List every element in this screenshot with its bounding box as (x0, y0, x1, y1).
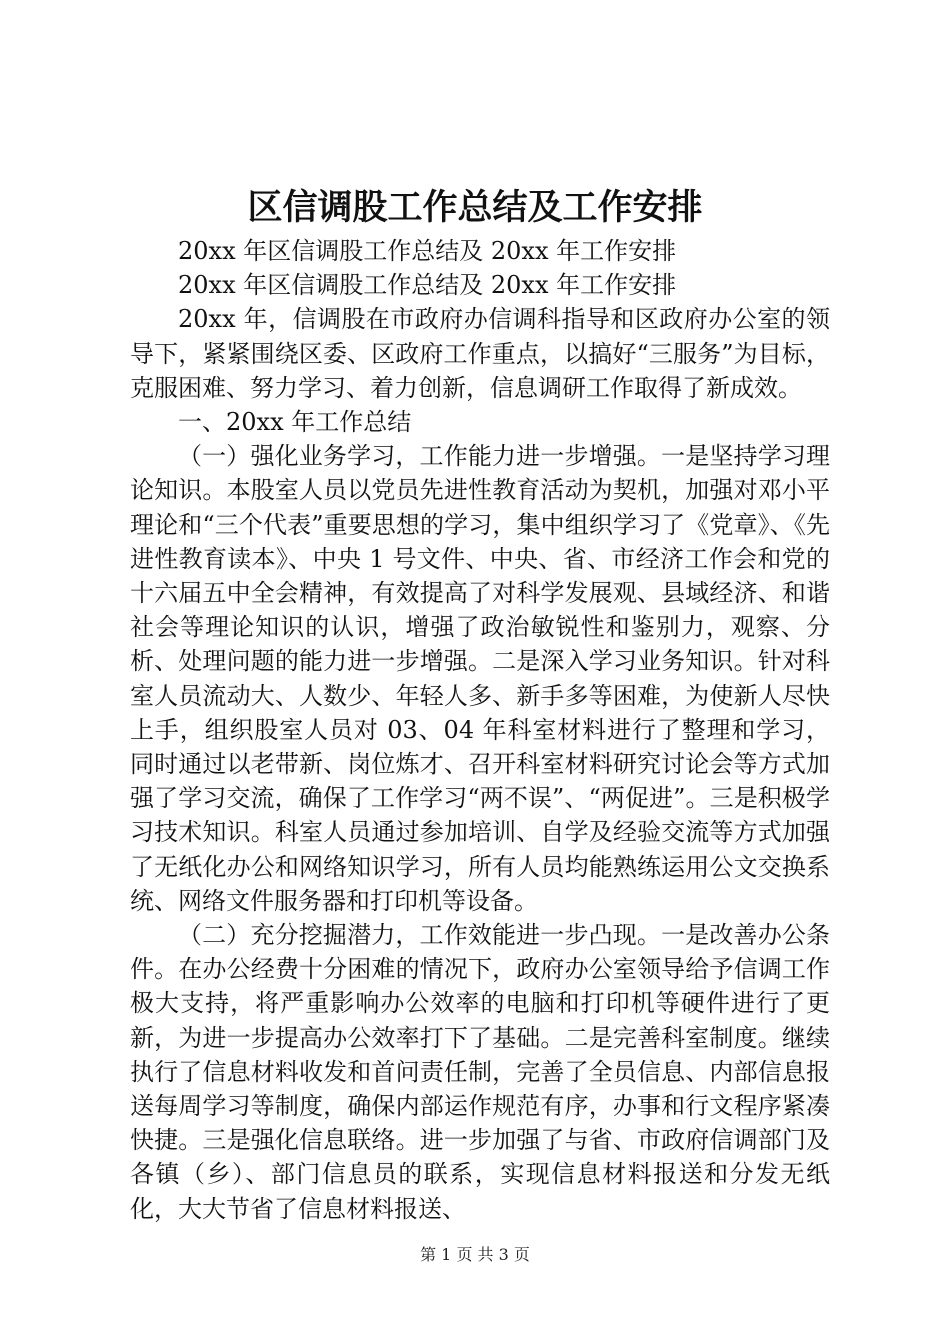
paragraph-section-2: （二）充分挖掘潜力，工作效能进一步凸现。一是改善办公条件。在办公经费十分困难的情况下，政府办公室领导给予信调工作极大支持，将严重影响办公效率的电脑和打印机等硬件进行了更新，为进一步提高办公效率打下了基础。二是完善科室制度。继续执行了信息材料收发和首问责任制，完善了全员信息、内部信息报送每周学习等制度，确保内部运作规范有序，办事和行文程序紧凑快捷。三是强化信息联络。进一步加强了与省、市政府信调部门及各镇（乡）、部门信息员的联系，实现信息材料报送和分发无纸化，大大节省了信息材料报送、 (130, 921, 830, 1223)
section-heading-summary: 一、20xx 年工作总结 (178, 408, 412, 437)
paragraph-section-1: （一）强化业务学习，工作能力进一步增强。一是坚持学习理论知识。本股室人员以党员先进性教育活动为契机，加强对邓小平理论和“三个代表”重要思想的学习，集中组织学习了《党章》、《先进性教育读本》、中央 1 号文件、中央、省、市经济工作会和党的十六届五中全会精神，有效提高了对科学发展观、县域经济、和谐社会等理论知识的认识，增强了政治敏锐性和鉴别力，观察、分析、处理问题的能力进一步增强。二是深入学习业务知识。针对科室人员流动大、人数少、年轻人多、新手多等困难，为使新人尽快上手，组织股室人员对 03、04 年科室材料进行了整理和学习，同时通过以老带新、岗位炼才、召开科室材料研究讨论会等方式加强了学习交流，确保了工作学习“两不误”、“两促进”。三是积极学习技术知识。科室人员通过参加培训、自学及经验交流等方式加强了无纸化办公和网络知识学习，所有人员均能熟练运用公文交换系统、网络文件服务器和打印机等设备。 (130, 442, 830, 915)
document-body (130, 234, 830, 1226)
paragraph-intro: 20xx 年，信调股在市政府办信调科指导和区政府办公室的领导下，紧紧围绕区委、区政府工作重点，以搞好“三服务”为目标，克服困难、努力学习、着力创新，信息调研工作取得了新成效。 (130, 305, 830, 402)
paragraph-subtitle-1: 20xx 年区信调股工作总结及 20xx 年工作安排 (178, 237, 677, 265)
paragraph-subtitle-2: 20xx 年区信调股工作总结及 20xx 年工作安排 (178, 271, 677, 300)
page-footer: 第 1 页 共 3 页 (420, 1245, 530, 1264)
document-title: 区信调股工作总结及工作安排 (247, 188, 703, 228)
